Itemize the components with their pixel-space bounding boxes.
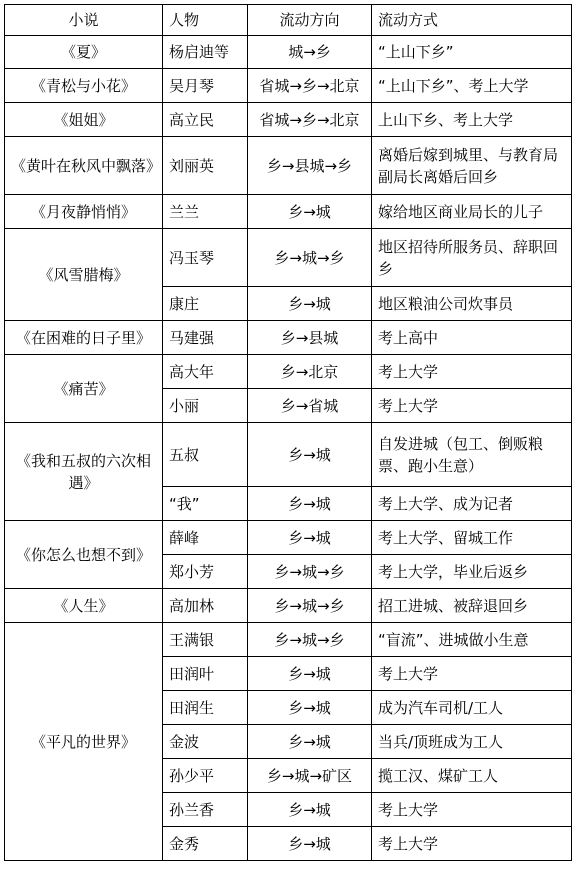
method-cell: “上山下乡”、考上大学 [372,69,572,103]
method-cell: 上山下乡、考上大学 [372,103,572,137]
character-cell: 孙少平 [163,759,248,793]
direction-cell: 乡→城 [248,827,372,861]
method-cell: 招工进城、被辞退回乡 [372,589,572,623]
direction-cell: 乡→城 [248,657,372,691]
character-cell: 刘丽英 [163,137,248,195]
table-row [5,623,572,657]
character-cell: 王满银 [163,623,248,657]
character-cell: 金秀 [163,827,248,861]
novel-title-cell: 《风雪腊梅》 [5,229,163,321]
novel-title-cell: 《你怎么也想不到》 [5,521,163,589]
method-cell: 考上大学 [372,389,572,423]
character-cell: 小丽 [163,389,248,423]
novel-title-cell: 《黄叶在秋风中飘落》 [5,137,163,195]
character-cell: 高加林 [163,589,248,623]
method-cell: 考上大学 [372,355,572,389]
table-row [5,423,572,487]
table-row [5,137,572,195]
character-cell: 杨启迪等 [163,36,248,69]
table-row [5,521,572,555]
method-cell: 地区招待所服务员、辞职回乡 [372,229,572,287]
method-cell: 嫁给地区商业局长的儿子 [372,195,572,229]
method-cell: 当兵/顶班成为工人 [372,725,572,759]
direction-cell: 乡→县城→乡 [248,137,372,195]
method-cell: 考上大学、成为记者 [372,487,572,521]
method-cell: 离婚后嫁到城里、与教育局副局长离婚后回乡 [372,137,572,195]
table-row [5,36,572,69]
method-cell: 考上大学、留城工作 [372,521,572,555]
direction-cell: 城→乡 [248,36,372,69]
direction-cell: 省城→乡→北京 [248,69,372,103]
character-cell: 田润生 [163,691,248,725]
direction-cell: 乡→城→矿区 [248,759,372,793]
novel-title-cell: 《夏》 [5,36,163,69]
header-character: 人物 [163,5,248,36]
character-cell: 康庄 [163,287,248,321]
table-row [5,321,572,355]
novel-title-cell: 《在困难的日子里》 [5,321,163,355]
character-cell: “我” [163,487,248,521]
direction-cell: 乡→城→乡 [248,229,372,287]
novel-title-cell: 《青松与小花》 [5,69,163,103]
direction-cell: 省城→乡→北京 [248,103,372,137]
character-cell: 孙兰香 [163,793,248,827]
novel-title-cell: 《平凡的世界》 [5,623,163,861]
table-row [5,195,572,229]
method-cell: 考上大学 [372,827,572,861]
novel-title-cell: 《人生》 [5,589,163,623]
direction-cell: 乡→城 [248,725,372,759]
character-cell: 吴月琴 [163,69,248,103]
novel-title-cell: 《月夜静悄悄》 [5,195,163,229]
novel-migration-table [4,4,572,861]
method-cell: “上山下乡” [372,36,572,69]
direction-cell: 乡→省城 [248,389,372,423]
method-cell: 考上大学，毕业后返乡 [372,555,572,589]
table-row [5,229,572,287]
character-cell: 金波 [163,725,248,759]
table-row [5,69,572,103]
header-method: 流动方式 [372,5,572,36]
novel-title-cell: 《姐姐》 [5,103,163,137]
direction-cell: 乡→北京 [248,355,372,389]
method-cell: “盲流”、进城做小生意 [372,623,572,657]
character-cell: 五叔 [163,423,248,487]
header-novel: 小说 [5,5,163,36]
direction-cell: 乡→城 [248,691,372,725]
novel-title-cell: 《我和五叔的六次相遇》 [5,423,163,521]
character-cell: 高立民 [163,103,248,137]
novel-title-cell: 《痛苦》 [5,355,163,423]
table-row [5,103,572,137]
method-cell: 考上大学 [372,657,572,691]
method-cell: 考上高中 [372,321,572,355]
direction-cell: 乡→城 [248,287,372,321]
character-cell: 兰兰 [163,195,248,229]
character-cell: 冯玉琴 [163,229,248,287]
direction-cell: 乡→城 [248,487,372,521]
direction-cell: 乡→城 [248,423,372,487]
header-direction: 流动方向 [248,5,372,36]
method-cell: 考上大学 [372,793,572,827]
direction-cell: 乡→城→乡 [248,589,372,623]
method-cell: 揽工汉、煤矿工人 [372,759,572,793]
character-cell: 马建强 [163,321,248,355]
method-cell: 地区粮油公司炊事员 [372,287,572,321]
method-cell: 成为汽车司机/工人 [372,691,572,725]
method-cell: 自发进城（包工、倒贩粮票、跑小生意） [372,423,572,487]
direction-cell: 乡→城 [248,521,372,555]
direction-cell: 乡→城 [248,793,372,827]
direction-cell: 乡→县城 [248,321,372,355]
character-cell: 郑小芳 [163,555,248,589]
character-cell: 薛峰 [163,521,248,555]
character-cell: 高大年 [163,355,248,389]
header-row [5,5,572,36]
table-row [5,355,572,389]
table-row [5,589,572,623]
direction-cell: 乡→城→乡 [248,555,372,589]
table-body [5,36,572,861]
direction-cell: 乡→城→乡 [248,623,372,657]
direction-cell: 乡→城 [248,195,372,229]
character-cell: 田润叶 [163,657,248,691]
